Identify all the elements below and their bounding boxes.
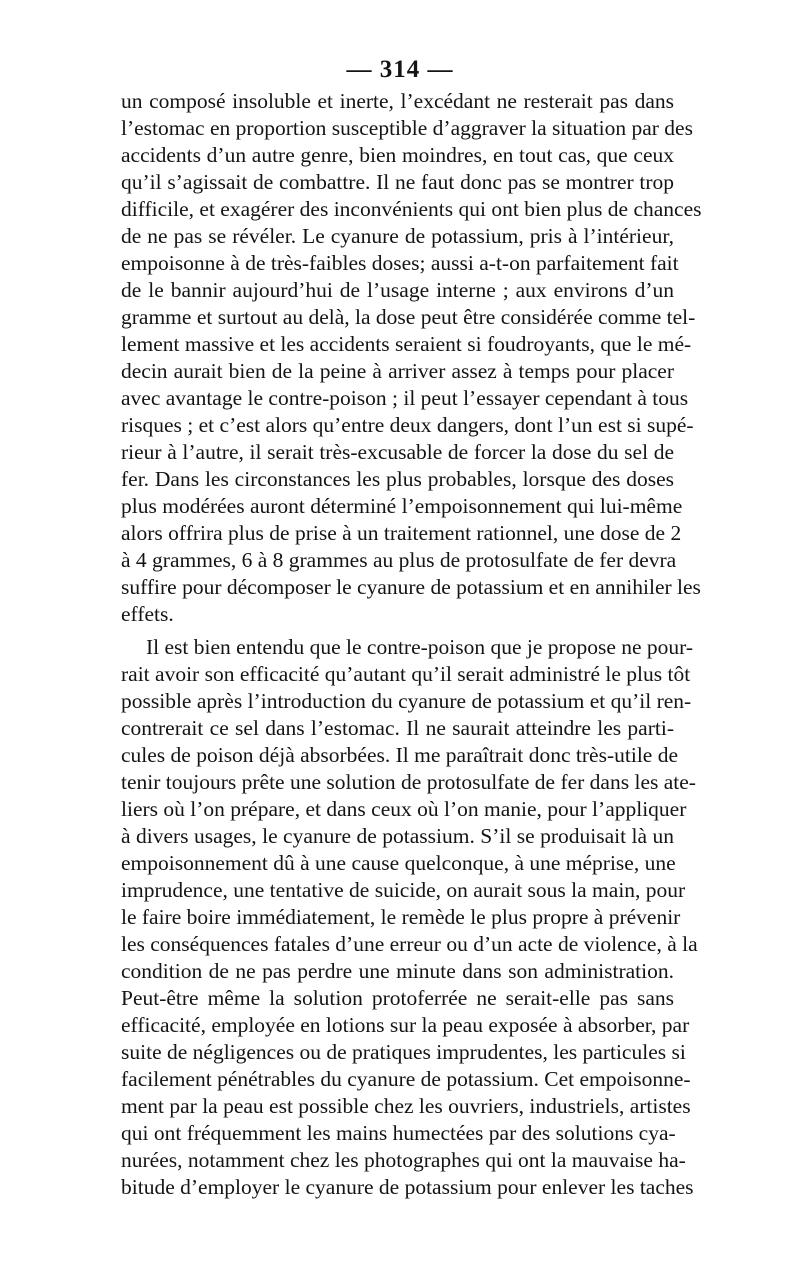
- text-line: accidents d’un autre genre, bien moindres, en tout cas, que ceux: [121, 143, 674, 167]
- text-line: à 4 grammes, 6 à 8 grammes au plus de protosulfate de fer devra: [121, 548, 677, 572]
- text-line: rieur à l’autre, il serait très-excusable de forcer la dose du sel de: [121, 440, 674, 464]
- text-line: les conséquences fatales d’une erreur ou d’un acte de violence, à la: [121, 932, 698, 956]
- text-line: difficile, et exagérer des inconvénients qui ont bien plus de chances: [121, 197, 702, 221]
- text-line: nurées, notamment chez les photographes qui ont la mauvaise ha-: [121, 1148, 686, 1172]
- text-line: bitude d’employer le cyanure de potassium pour enlever les taches: [121, 1175, 694, 1199]
- text-line: plus modérées auront déterminé l’empoisonnement qui lui-même: [121, 494, 683, 518]
- text-line: l’estomac en proportion susceptible d’aggraver la situation par des: [121, 116, 693, 140]
- text-line: gramme et surtout au delà, la dose peut être considérée comme tel-: [121, 305, 696, 329]
- text-line: Peut-être même la solution protoferrée ne serait-elle pas sans: [121, 986, 674, 1010]
- text-line: suffire pour décomposer le cyanure de potassium et en annihiler les: [121, 575, 701, 599]
- text-line: effets.: [121, 602, 174, 626]
- text-line: possible après l’introduction du cyanure de potassium et qu’il ren-: [121, 689, 692, 713]
- text-line: qu’il s’agissait de combattre. Il ne faut donc pas se montrer trop: [121, 170, 674, 194]
- text-line: à divers usages, le cyanure de potassium. S’il se produisait là un: [121, 824, 674, 848]
- text-line: un composé insoluble et inerte, l’excédant ne resterait pas dans: [121, 89, 674, 113]
- text-line: decin aurait bien de la peine à arriver assez à temps pour placer: [121, 359, 674, 383]
- text-line: risques ; et c’est alors qu’entre deux dangers, dont l’un est si supé-: [121, 413, 694, 437]
- text-line: Il est bien entendu que le contre-poison que je propose ne pour-: [146, 635, 694, 659]
- text-line: alors offrira plus de prise à un traitement rationnel, une dose de 2: [121, 521, 682, 545]
- text-line: de le bannir aujourd’hui de l’usage interne ; aux environs d’un: [121, 278, 674, 302]
- text-line: ment par la peau est possible chez les ouvriers, industriels, artistes: [121, 1094, 691, 1118]
- text-line: cules de poison déjà absorbées. Il me paraîtrait donc très-utile de: [121, 743, 679, 767]
- text-line: de ne pas se révéler. Le cyanure de potassium, pris à l’intérieur,: [121, 224, 674, 248]
- text-line: suite de négligences ou de pratiques imprudentes, les particules si: [121, 1040, 686, 1064]
- text-line: rait avoir son efficacité qu’autant qu’il serait administré le plus tôt: [121, 662, 691, 686]
- text-line: facilement pénétrables du cyanure de potassium. Cet empoisonne-: [121, 1067, 691, 1091]
- text-line: tenir toujours prête une solution de protosulfate de fer dans les ate-: [121, 770, 696, 794]
- text-line: liers où l’on prépare, et dans ceux où l’on manie, pour l’appliquer: [121, 797, 687, 821]
- text-line: fer. Dans les circonstances les plus probables, lorsque des doses: [121, 467, 674, 491]
- text-line: avec avantage le contre-poison ; il peut l’essayer cependant à tous: [121, 386, 689, 410]
- text-line: le faire boire immédiatement, le remède le plus propre à prévenir: [121, 905, 681, 929]
- text-line: empoisonne à de très-faibles doses; aussi a-t-on parfaitement fait: [121, 251, 679, 275]
- text-line: lement massive et les accidents seraient si foudroyants, que le mé-: [121, 332, 692, 356]
- page-number: — 314 —: [346, 56, 454, 83]
- text-line: imprudence, une tentative de suicide, on aurait sous la main, pour: [121, 878, 686, 902]
- text-line: qui ont fréquemment les mains humectées par des solutions cya-: [121, 1121, 676, 1145]
- text-line: contrerait ce sel dans l’estomac. Il ne saurait atteindre les parti-: [121, 716, 674, 740]
- text-line: empoisonnement dû à une cause quelconque, à une méprise, une: [121, 851, 676, 875]
- text-line: condition de ne pas perdre une minute dans son administration.: [121, 959, 674, 983]
- text-line: efficacité, employée en lotions sur la peau exposée à absorber, par: [121, 1013, 690, 1037]
